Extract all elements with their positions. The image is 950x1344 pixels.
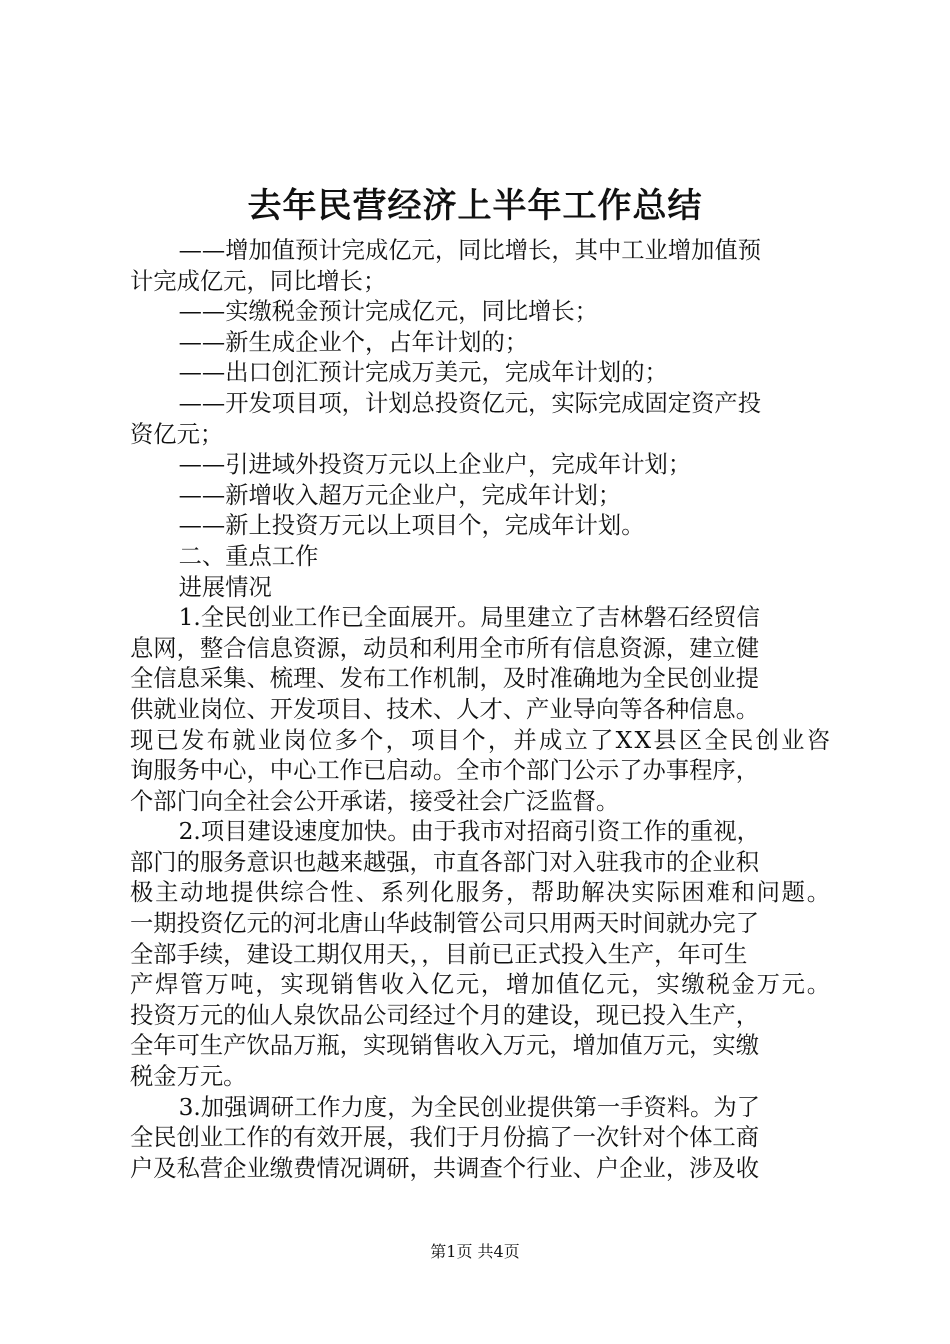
body-line: 全年可生产饮品万瓶，实现销售收入万元，增加值万元，实缴 [130,1032,760,1060]
body-line: 资亿元； [130,420,224,448]
body-line: 二、重点工作 [178,542,319,570]
body-line: ——新上投资万元以上项目个，完成年计划。 [178,512,645,540]
body-line: 进展情况 [178,573,272,601]
body-line: ——增加值预计完成亿元，同比增长，其中工业增加值预 [178,237,762,264]
body-line: ——实缴税金预计完成亿元，同比增长； [178,298,598,326]
body-line: ——新增收入超万元企业户，完成年计划； [178,481,622,509]
body-line: 一期投资亿元的河北唐山华歧制管公司只用两天时间就办完了 [130,910,760,938]
body-line: 全部手续，建设工期仅用天，，目前已正式投入生产，年可生 [130,940,748,968]
document-body [130,236,833,1184]
body-line: ——引进域外投资万元以上企业户，完成年计划； [178,451,692,479]
page-footer: 第1页 共4页 [430,1242,520,1261]
body-line: 全民创业工作的有效开展，我们于月份搞了一次针对个体工商 [130,1124,760,1152]
body-line: 税金万元。 [130,1063,247,1091]
body-line: 3.加强调研工作力度，为全民创业提供第一手资料。为了 [178,1093,760,1121]
body-line: 息网，整合信息资源，动员和利用全市所有信息资源，建立健 [130,634,760,662]
body-line: 计完成亿元，同比增长； [130,267,387,295]
document-title: 去年民营经济上半年工作总结 [247,186,703,226]
body-line: 现已发布就业岗位多个，项目个，并成立了XX县区全民创业咨 [130,726,833,754]
body-line: 全信息采集、梳理、发布工作机制，及时准确地为全民创业提 [130,665,760,693]
body-line: 极主动地提供综合性、系列化服务，帮助解决实际困难和问题。 [130,879,832,907]
body-line: ——开发项目项，计划总投资亿元，实际完成固定资产投 [178,389,762,417]
body-line: 1.全民创业工作已全面展开。局里建立了吉林磐石经贸信 [178,604,760,632]
body-line: 户及私营企业缴费情况调研，共调查个行业、户企业，涉及收 [130,1154,760,1182]
body-line: 产焊管万吨，实现销售收入亿元，增加值亿元，实缴税金万元。 [130,971,832,999]
body-line: 部门的服务意识也越来越强，市直各部门对入驻我市的企业积 [130,848,760,876]
body-line: 供就业岗位、开发项目、技术、人才、产业导向等各种信息。 [130,695,760,723]
body-line: 2.项目建设速度加快。由于我市对招商引资工作的重视， [178,818,760,846]
body-line: ——新生成企业个，占年计划的； [178,328,529,356]
body-line: 询服务中心，中心工作已启动。全市个部门公示了办事程序， [130,757,760,785]
body-line: ——出口创汇预计完成万美元，完成年计划的； [178,359,668,387]
body-line: 个部门向全社会公开承诺，接受社会广泛监督。 [130,787,620,815]
body-line: 投资万元的仙人泉饮品公司经过个月的建设，现已投入生产， [130,1001,760,1029]
